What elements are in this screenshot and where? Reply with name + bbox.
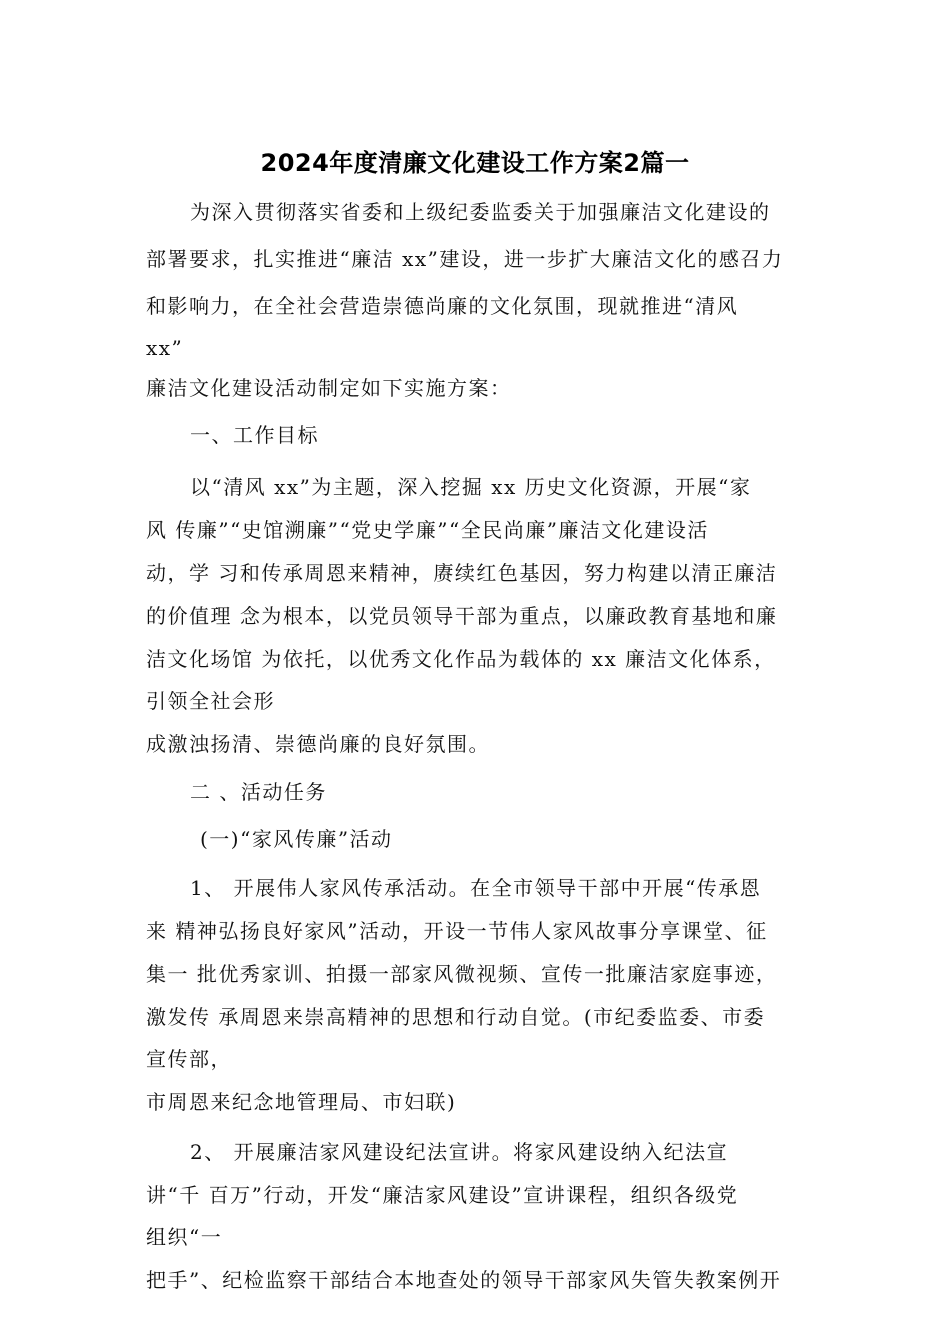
- paragraph-line: 引领全社会形: [146, 689, 275, 713]
- paragraph-line: 以“清风 xx”为主题，深入挖掘 xx 历史文化资源，开展“家: [190, 475, 752, 499]
- paragraph-line: 来 精神弘扬良好家风”活动，开设一节伟人家风故事分享课堂、征: [146, 919, 768, 943]
- paragraph-line: 宣传部，: [146, 1047, 232, 1071]
- section-heading: 一、工作目标: [190, 423, 319, 447]
- paragraph-line: 市周恩来纪念地管理局、市妇联): [146, 1090, 457, 1114]
- paragraph-line: 动，学 习和传承周恩来精神，赓续红色基因，努力构建以清正廉洁: [146, 561, 778, 585]
- paragraph-line: 集一 批优秀家训、拍摄一部家风微视频、宣传一批廉洁家庭事迹，: [146, 962, 778, 986]
- paragraph-line: 把手”、纪检监察干部结合本地查处的领导干部家风失管失教案例开: [146, 1268, 782, 1292]
- paragraph-line: xx”: [146, 336, 184, 360]
- paragraph-line: 廉洁文化建设活动制定如下实施方案：: [146, 376, 512, 400]
- paragraph-line: 讲“千 百万”行动，开发“廉洁家风建设”宣讲课程，组织各级党: [146, 1183, 739, 1207]
- paragraph-line: 为深入贯彻落实省委和上级纪委监委关于加强廉洁文化建设的: [190, 200, 771, 224]
- paragraph-line: 成激浊扬清、崇德尚廉的良好氛围。: [146, 732, 490, 756]
- paragraph-line: 组织“一: [146, 1225, 223, 1249]
- paragraph-line: 洁文化场馆 为依托，以优秀文化作品为载体的 xx 廉洁文化体系，: [146, 647, 776, 671]
- document-title: 2024年度清廉文化建设工作方案2篇一: [260, 149, 690, 177]
- paragraph-line: 1、 开展伟人家风传承活动。在全市领导干部中开展“传承恩: [190, 876, 762, 900]
- subsection-heading: (一)“家风传廉”活动: [200, 827, 393, 851]
- paragraph-line: 风 传廉”“史馆溯廉”“党史学廉”“全民尚廉”廉洁文化建设活: [146, 518, 709, 542]
- section-heading: 二 、活动任务: [190, 780, 327, 804]
- paragraph-line: 和影响力，在全社会营造崇德尚廉的文化氛围，现就推进“清风: [146, 294, 739, 318]
- paragraph-line: 2、 开展廉洁家风建设纪法宣讲。将家风建设纳入纪法宣: [190, 1140, 729, 1164]
- paragraph-line: 部署要求，扎实推进“廉洁 xx”建设，进一步扩大廉洁文化的感召力: [146, 247, 784, 271]
- paragraph-line: 激发传 承周恩来崇高精神的思想和行动自觉。(市纪委监委、市委: [146, 1005, 766, 1029]
- paragraph-line: 的价值理 念为根本，以党员领导干部为重点，以廉政教育基地和廉: [146, 604, 778, 628]
